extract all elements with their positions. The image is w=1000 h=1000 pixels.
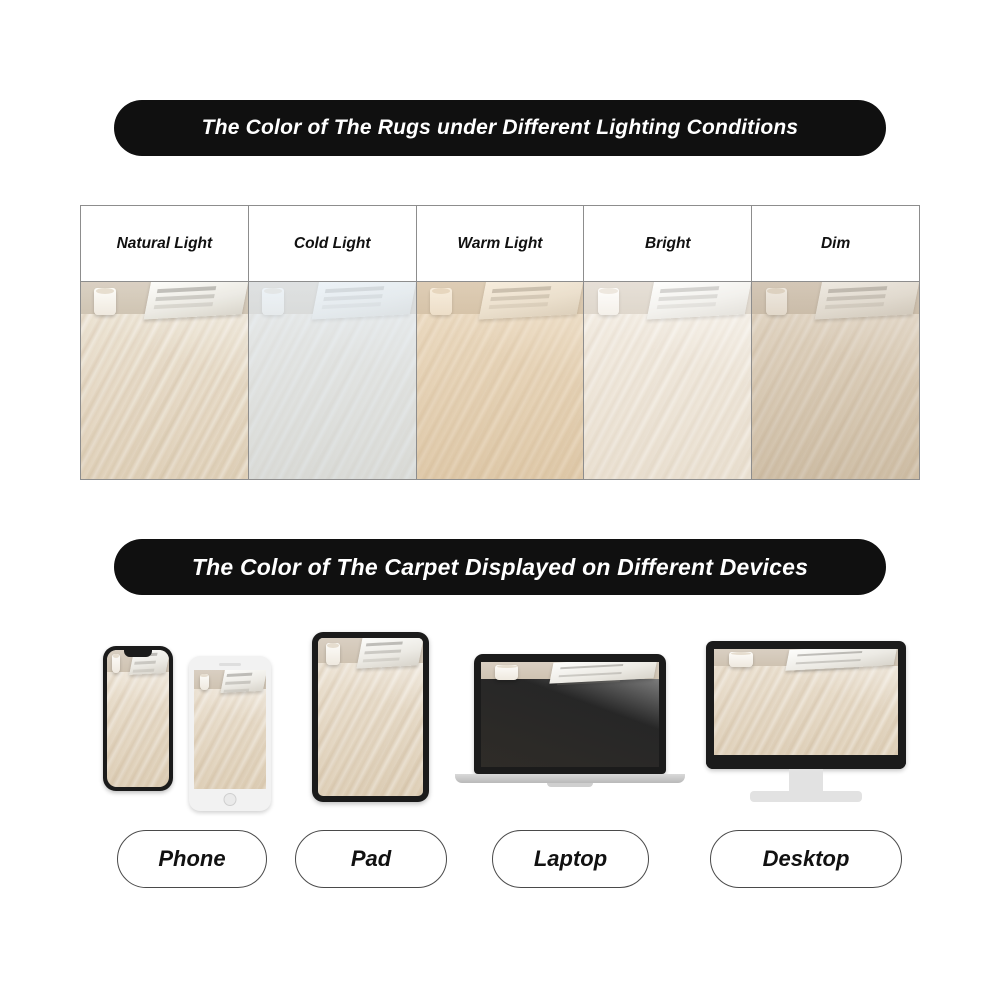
mug-prop <box>729 652 753 667</box>
rug-image <box>714 649 898 755</box>
lighting-column-bright <box>584 206 752 479</box>
home-button-icon <box>224 793 237 806</box>
lighting-column-header: Warm Light <box>417 206 584 282</box>
pad-screen <box>318 638 423 796</box>
laptop-foot <box>547 783 593 787</box>
pad-device-mockup <box>312 632 429 802</box>
lighting-tint-overlay <box>417 282 584 479</box>
device-label-pad: Pad <box>295 830 447 888</box>
rug-swatch-cold-light <box>249 282 416 479</box>
laptop-base <box>455 774 685 783</box>
laptop-device-mockup <box>455 654 685 809</box>
phone-screen <box>107 650 169 787</box>
lighting-section-title: The Color of The Rugs under Different Lighting Conditions <box>114 100 886 156</box>
device-label-desktop: Desktop <box>710 830 902 888</box>
desktop-bezel-chin <box>706 755 906 769</box>
lighting-column-header: Natural Light <box>81 206 248 282</box>
devices-section-title: The Color of The Carpet Displayed on Different Devices <box>114 539 886 595</box>
lighting-column-natural-light <box>81 206 249 479</box>
device-label-phone: Phone <box>117 830 267 888</box>
mug-prop <box>112 654 120 673</box>
phone-device-mockup-alt <box>189 656 271 811</box>
lighting-column-header: Cold Light <box>249 206 416 282</box>
lighting-tint-overlay <box>584 282 751 479</box>
rug-image <box>249 282 416 479</box>
desktop-stand-base <box>750 791 862 802</box>
lighting-tint-overlay <box>752 282 919 479</box>
lighting-comparison-table <box>80 205 920 480</box>
phone-speaker <box>219 663 241 666</box>
mug-prop <box>326 643 340 665</box>
rug-image <box>194 670 266 789</box>
magazine-prop <box>357 638 423 668</box>
rug-image <box>481 662 659 767</box>
device-label-laptop: Laptop <box>492 830 649 888</box>
lighting-tint-overlay <box>81 282 248 479</box>
rug-image <box>417 282 584 479</box>
mug-prop <box>495 665 518 680</box>
device-labels-row <box>0 830 1000 892</box>
phone-screen-alt <box>194 670 266 789</box>
desktop-device-mockup <box>706 641 906 816</box>
rug-image <box>584 282 751 479</box>
rug-swatch-warm-light <box>417 282 584 479</box>
rug-swatch-bright <box>584 282 751 479</box>
rug-image <box>318 638 423 796</box>
rug-image <box>107 650 169 787</box>
lighting-column-warm-light <box>417 206 585 479</box>
laptop-lid <box>474 654 666 774</box>
desktop-screen <box>714 649 898 755</box>
lighting-column-cold-light <box>249 206 417 479</box>
lighting-column-header: Bright <box>584 206 751 282</box>
desktop-monitor <box>706 641 906 769</box>
laptop-screen <box>481 662 659 767</box>
mug-prop <box>200 674 209 691</box>
magazine-prop <box>220 670 266 692</box>
rug-image <box>81 282 248 479</box>
lighting-column-dim <box>752 206 919 479</box>
phone-device-mockup <box>103 646 173 791</box>
lighting-column-header: Dim <box>752 206 919 282</box>
device-mockups-row <box>0 618 1000 818</box>
phone-notch <box>124 650 152 657</box>
rug-swatch-natural-light <box>81 282 248 479</box>
rug-swatch-dim <box>752 282 919 479</box>
rug-image <box>752 282 919 479</box>
lighting-tint-overlay <box>249 282 416 479</box>
